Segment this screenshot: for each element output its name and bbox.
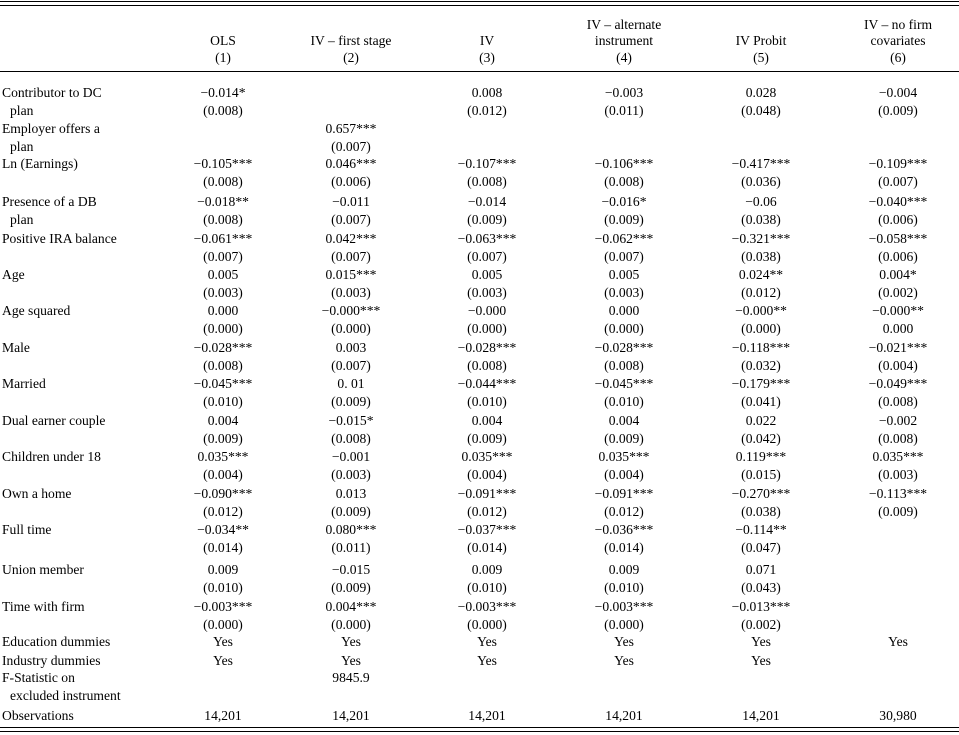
standard-error-cell: (0.009) bbox=[331, 394, 371, 409]
standard-error-cell: (0.008) bbox=[203, 358, 243, 373]
row-label bbox=[2, 339, 30, 357]
standard-error-cell: (0.008) bbox=[604, 358, 644, 373]
coefficient-cell: −0.015 bbox=[331, 562, 371, 577]
coefficient-cell: 0.004 bbox=[608, 413, 640, 428]
row-label-text: excluded instrument bbox=[10, 688, 121, 703]
coefficient-cell: 0.013 bbox=[335, 486, 367, 501]
standard-error-cell: (0.009) bbox=[604, 212, 644, 227]
footer-cell: 14,201 bbox=[468, 708, 506, 723]
row-label-text: Full time bbox=[2, 522, 52, 537]
coefficient-cell: −0.063*** bbox=[457, 231, 517, 246]
row-label-text: Own a home bbox=[2, 486, 72, 501]
coefficient-cell: −0.037*** bbox=[457, 522, 517, 537]
coefficient-cell: −0.004 bbox=[878, 85, 918, 100]
column-header-line: (4) bbox=[616, 49, 632, 65]
coefficient-cell: −0.113*** bbox=[868, 486, 928, 501]
row-label bbox=[2, 211, 33, 229]
coefficient-cell: 0.004*** bbox=[325, 599, 377, 614]
coefficient-cell: −0.091*** bbox=[594, 486, 654, 501]
row-label-text: Positive IRA balance bbox=[2, 231, 117, 246]
bottom-rule-2 bbox=[0, 731, 959, 732]
row-label bbox=[2, 412, 105, 430]
column-header-line: (3) bbox=[479, 49, 495, 65]
row-label bbox=[2, 84, 102, 102]
coefficient-cell: 0.046*** bbox=[325, 156, 377, 171]
standard-error-cell: (0.010) bbox=[467, 580, 507, 595]
row-label-text: Employer offers a bbox=[2, 121, 100, 136]
coefficient-cell: −0.107*** bbox=[457, 156, 517, 171]
row-label-text: Union member bbox=[2, 562, 84, 577]
standard-error-cell: (0.008) bbox=[203, 212, 243, 227]
coefficient-cell: 0.028 bbox=[745, 85, 777, 100]
footer-cell: Yes bbox=[614, 634, 634, 649]
standard-error-cell: (0.004) bbox=[467, 467, 507, 482]
standard-error-cell: (0.008) bbox=[878, 431, 918, 446]
standard-error-cell: (0.007) bbox=[331, 249, 371, 264]
coefficient-cell: −0.000*** bbox=[321, 303, 381, 318]
standard-error-cell: (0.008) bbox=[467, 174, 507, 189]
row-label-text: Married bbox=[2, 376, 46, 391]
coefficient-cell: 0.024** bbox=[738, 267, 784, 282]
coefficient-cell: 0.022 bbox=[745, 413, 777, 428]
row-label-text: plan bbox=[10, 212, 34, 227]
row-label bbox=[2, 266, 25, 284]
coefficient-cell: 0.005 bbox=[608, 267, 640, 282]
standard-error-cell: (0.009) bbox=[467, 431, 507, 446]
column-header bbox=[818, 17, 959, 67]
standard-error-cell: (0.002) bbox=[878, 285, 918, 300]
standard-error-cell: (0.006) bbox=[331, 174, 371, 189]
coefficient-cell: −0.003*** bbox=[193, 599, 253, 614]
row-label bbox=[2, 687, 121, 705]
standard-error-cell: (0.014) bbox=[203, 540, 243, 555]
row-label-text: Contributor to DC bbox=[2, 85, 102, 100]
footer-cell: Yes bbox=[751, 653, 771, 668]
row-label bbox=[2, 302, 70, 320]
column-header bbox=[681, 33, 841, 66]
column-header-line: (1) bbox=[215, 49, 231, 65]
standard-error-cell: (0.000) bbox=[331, 617, 371, 632]
column-header-line: covariates bbox=[870, 33, 926, 48]
footer-cell: Yes bbox=[341, 634, 361, 649]
coefficient-cell: −0.109*** bbox=[868, 156, 928, 171]
column-header-line: IV – first stage bbox=[310, 33, 392, 48]
coefficient-cell: −0.058*** bbox=[868, 231, 928, 246]
row-label bbox=[2, 230, 117, 248]
standard-error-cell: (0.010) bbox=[467, 394, 507, 409]
column-header-line: (6) bbox=[890, 49, 906, 65]
footer-cell: 14,201 bbox=[742, 708, 780, 723]
row-label bbox=[2, 448, 101, 466]
column-header bbox=[407, 33, 567, 66]
standard-error-cell: (0.009) bbox=[604, 431, 644, 446]
footer-cell: Yes bbox=[477, 634, 497, 649]
coefficient-cell: 0.005 bbox=[207, 267, 239, 282]
coefficient-cell: 0.657*** bbox=[325, 121, 377, 136]
coefficient-cell: −0.003*** bbox=[594, 599, 654, 614]
column-header bbox=[544, 17, 704, 67]
coefficient-cell: −0.003*** bbox=[457, 599, 517, 614]
column-header-line: (5) bbox=[753, 49, 769, 65]
standard-error-cell: (0.012) bbox=[203, 504, 243, 519]
standard-error-cell: (0.003) bbox=[604, 285, 644, 300]
standard-error-cell: (0.006) bbox=[878, 249, 918, 264]
standard-error-cell: (0.007) bbox=[467, 249, 507, 264]
standard-error-cell: (0.010) bbox=[604, 580, 644, 595]
row-label bbox=[2, 652, 101, 670]
coefficient-cell: −0.002 bbox=[878, 413, 918, 428]
row-label bbox=[2, 155, 78, 173]
standard-error-cell: (0.041) bbox=[741, 394, 781, 409]
coefficient-cell: 0.035*** bbox=[598, 449, 650, 464]
coefficient-cell: −0.321*** bbox=[731, 231, 791, 246]
footer-cell: 14,201 bbox=[204, 708, 242, 723]
row-label bbox=[2, 598, 85, 616]
standard-error-cell: (0.012) bbox=[741, 285, 781, 300]
standard-error-cell: (0.009) bbox=[467, 212, 507, 227]
standard-error-cell: (0.000) bbox=[203, 321, 243, 336]
coefficient-cell: −0.000** bbox=[735, 303, 787, 318]
footer-cell: Yes bbox=[614, 653, 634, 668]
coefficient-cell: −0.270*** bbox=[731, 486, 791, 501]
coefficient-cell: −0.114** bbox=[735, 522, 787, 537]
coefficient-cell: 0.035*** bbox=[197, 449, 249, 464]
coefficient-cell: 0.003 bbox=[335, 340, 367, 355]
standard-error-cell: (0.004) bbox=[203, 467, 243, 482]
coefficient-cell: −0.034** bbox=[197, 522, 249, 537]
standard-error-cell: (0.007) bbox=[331, 358, 371, 373]
standard-error-cell: (0.014) bbox=[604, 540, 644, 555]
standard-error-cell: (0.048) bbox=[741, 103, 781, 118]
standard-error-cell: (0.043) bbox=[741, 580, 781, 595]
row-label-text: plan bbox=[10, 103, 34, 118]
footer-cell: 14,201 bbox=[605, 708, 643, 723]
standard-error-cell: (0.008) bbox=[203, 174, 243, 189]
row-label-text: Education dummies bbox=[2, 634, 111, 649]
coefficient-cell: −0.105*** bbox=[193, 156, 253, 171]
standard-error-cell: (0.010) bbox=[604, 394, 644, 409]
column-header-line: IV – alternate bbox=[586, 16, 662, 32]
row-label-text: Industry dummies bbox=[2, 653, 101, 668]
coefficient-cell: −0.018** bbox=[197, 194, 249, 209]
standard-error-cell: (0.038) bbox=[741, 504, 781, 519]
standard-error-cell: (0.007) bbox=[604, 249, 644, 264]
header-rule bbox=[0, 71, 959, 72]
standard-error-cell: (0.008) bbox=[878, 394, 918, 409]
coefficient-cell: −0.062*** bbox=[594, 231, 654, 246]
column-header-line: instrument bbox=[594, 33, 654, 48]
standard-error-cell: (0.038) bbox=[741, 249, 781, 264]
coefficient-cell: −0.090*** bbox=[193, 486, 253, 501]
standard-error-cell: (0.003) bbox=[203, 285, 243, 300]
coefficient-cell: 0. 01 bbox=[337, 376, 365, 391]
row-label bbox=[2, 561, 84, 579]
coefficient-cell: −0.049*** bbox=[868, 376, 928, 391]
footer-cell: Yes bbox=[213, 634, 233, 649]
row-label bbox=[2, 521, 51, 539]
coefficient-cell: −0.091*** bbox=[457, 486, 517, 501]
coefficient-cell: −0.06 bbox=[745, 194, 777, 209]
bottom-rule-1 bbox=[0, 727, 959, 728]
column-header-line: IV – no firm bbox=[863, 16, 933, 32]
coefficient-cell: −0.028*** bbox=[457, 340, 517, 355]
standard-error-cell: (0.038) bbox=[741, 212, 781, 227]
row-label-text: Dual earner couple bbox=[2, 413, 106, 428]
standard-error-cell: (0.008) bbox=[331, 431, 371, 446]
coefficient-cell: −0.061*** bbox=[193, 231, 253, 246]
row-label-text: Male bbox=[2, 340, 30, 355]
coefficient-cell: −0.028*** bbox=[193, 340, 253, 355]
standard-error-cell: (0.000) bbox=[467, 617, 507, 632]
standard-error-cell: (0.003) bbox=[331, 285, 371, 300]
standard-error-cell: (0.007) bbox=[203, 249, 243, 264]
coefficient-cell: −0.036*** bbox=[594, 522, 654, 537]
coefficient-cell: 0.000 bbox=[207, 303, 239, 318]
top-rule-2 bbox=[0, 5, 959, 6]
column-header-line: IV bbox=[479, 33, 495, 48]
row-label-text: Children under 18 bbox=[2, 449, 101, 464]
coefficient-cell: 0.035*** bbox=[461, 449, 513, 464]
standard-error-cell: (0.009) bbox=[331, 504, 371, 519]
standard-error-cell: (0.007) bbox=[878, 174, 918, 189]
row-label bbox=[2, 138, 33, 156]
standard-error-cell: (0.009) bbox=[203, 431, 243, 446]
coefficient-cell: −0.015* bbox=[328, 413, 374, 428]
standard-error-cell: (0.003) bbox=[878, 467, 918, 482]
standard-error-cell: (0.007) bbox=[331, 212, 371, 227]
row-label bbox=[2, 669, 75, 687]
coefficient-cell: −0.179*** bbox=[731, 376, 791, 391]
row-label-text: Age bbox=[2, 267, 25, 282]
standard-error-cell: (0.000) bbox=[203, 617, 243, 632]
coefficient-cell: −0.044*** bbox=[457, 376, 517, 391]
footer-cell: 9845.9 bbox=[332, 670, 370, 685]
standard-error-cell: (0.047) bbox=[741, 540, 781, 555]
standard-error-cell: (0.006) bbox=[878, 212, 918, 227]
coefficient-cell: 0.080*** bbox=[325, 522, 377, 537]
coefficient-cell: 0.009 bbox=[207, 562, 239, 577]
coefficient-cell: −0.003 bbox=[604, 85, 644, 100]
coefficient-cell: 0.119*** bbox=[735, 449, 787, 464]
standard-error-cell: (0.008) bbox=[467, 358, 507, 373]
coefficient-cell: 0.035*** bbox=[872, 449, 924, 464]
coefficient-cell: −0.000** bbox=[872, 303, 924, 318]
coefficient-cell: −0.021*** bbox=[868, 340, 928, 355]
row-label-text: Presence of a DB bbox=[2, 194, 97, 209]
coefficient-cell: −0.013*** bbox=[731, 599, 791, 614]
standard-error-cell: (0.009) bbox=[878, 504, 918, 519]
row-label bbox=[2, 375, 46, 393]
coefficient-cell: 0.009 bbox=[608, 562, 640, 577]
standard-error-cell: (0.011) bbox=[331, 540, 371, 555]
column-header-line: (2) bbox=[343, 49, 359, 65]
standard-error-cell: (0.000) bbox=[467, 321, 507, 336]
coefficient-cell: 0.009 bbox=[471, 562, 503, 577]
coefficient-cell: 0.042*** bbox=[325, 231, 377, 246]
standard-error-cell: (0.000) bbox=[741, 321, 781, 336]
standard-error-cell: (0.014) bbox=[467, 540, 507, 555]
coefficient-cell: −0.028*** bbox=[594, 340, 654, 355]
coefficient-cell: 0.005 bbox=[471, 267, 503, 282]
standard-error-cell: (0.036) bbox=[741, 174, 781, 189]
footer-cell: Yes bbox=[213, 653, 233, 668]
standard-error-cell: (0.000) bbox=[604, 617, 644, 632]
top-rule-1 bbox=[0, 1, 959, 2]
row-label bbox=[2, 102, 33, 120]
coefficient-cell: 0.004 bbox=[207, 413, 239, 428]
coefficient-cell: 0.008 bbox=[471, 85, 503, 100]
footer-cell: 30,980 bbox=[879, 708, 917, 723]
standard-error-cell: 0.000 bbox=[882, 321, 914, 336]
coefficient-cell: 0.071 bbox=[745, 562, 777, 577]
standard-error-cell: (0.009) bbox=[878, 103, 918, 118]
coefficient-cell: −0.417*** bbox=[731, 156, 791, 171]
row-label bbox=[2, 707, 74, 725]
standard-error-cell: (0.012) bbox=[467, 103, 507, 118]
coefficient-cell: −0.014 bbox=[467, 194, 507, 209]
standard-error-cell: (0.015) bbox=[741, 467, 781, 482]
standard-error-cell: (0.003) bbox=[331, 467, 371, 482]
coefficient-cell: −0.040*** bbox=[868, 194, 928, 209]
row-label bbox=[2, 485, 71, 503]
coefficient-cell: −0.016* bbox=[601, 194, 647, 209]
standard-error-cell: (0.011) bbox=[604, 103, 644, 118]
coefficient-cell: −0.001 bbox=[331, 449, 371, 464]
standard-error-cell: (0.008) bbox=[203, 103, 243, 118]
footer-cell: Yes bbox=[888, 634, 908, 649]
row-label-text: Age squared bbox=[2, 303, 71, 318]
standard-error-cell: (0.004) bbox=[878, 358, 918, 373]
standard-error-cell: (0.032) bbox=[741, 358, 781, 373]
coefficient-cell: 0.000 bbox=[608, 303, 640, 318]
footer-cell: Yes bbox=[477, 653, 497, 668]
coefficient-cell: 0.015*** bbox=[325, 267, 377, 282]
standard-error-cell: (0.010) bbox=[203, 394, 243, 409]
row-label-text: Observations bbox=[2, 708, 74, 723]
coefficient-cell: −0.045*** bbox=[594, 376, 654, 391]
standard-error-cell: (0.008) bbox=[604, 174, 644, 189]
footer-cell: Yes bbox=[341, 653, 361, 668]
standard-error-cell: (0.004) bbox=[604, 467, 644, 482]
footer-cell: 14,201 bbox=[332, 708, 370, 723]
coefficient-cell: −0.106*** bbox=[594, 156, 654, 171]
row-label-text: Ln (Earnings) bbox=[2, 156, 78, 171]
row-label bbox=[2, 193, 97, 211]
row-label-text: F-Statistic on bbox=[2, 670, 75, 685]
coefficient-cell: 0.004* bbox=[879, 267, 917, 282]
standard-error-cell: (0.012) bbox=[467, 504, 507, 519]
row-label bbox=[2, 120, 100, 138]
coefficient-cell: −0.045*** bbox=[193, 376, 253, 391]
column-header-line: OLS bbox=[210, 33, 236, 48]
row-label-text: plan bbox=[10, 139, 34, 154]
footer-cell: Yes bbox=[751, 634, 771, 649]
standard-error-cell: (0.007) bbox=[331, 139, 371, 154]
standard-error-cell: (0.012) bbox=[604, 504, 644, 519]
standard-error-cell: (0.010) bbox=[203, 580, 243, 595]
standard-error-cell: (0.009) bbox=[331, 580, 371, 595]
standard-error-cell: (0.003) bbox=[467, 285, 507, 300]
standard-error-cell: (0.042) bbox=[741, 431, 781, 446]
coefficient-cell: −0.014* bbox=[200, 85, 246, 100]
column-header-line: IV Probit bbox=[735, 33, 787, 48]
standard-error-cell: (0.002) bbox=[741, 617, 781, 632]
coefficient-cell: −0.000 bbox=[467, 303, 507, 318]
row-label-text: Time with firm bbox=[2, 599, 85, 614]
standard-error-cell: (0.000) bbox=[604, 321, 644, 336]
row-label bbox=[2, 633, 110, 651]
standard-error-cell: (0.000) bbox=[331, 321, 371, 336]
coefficient-cell: −0.118*** bbox=[731, 340, 791, 355]
coefficient-cell: −0.011 bbox=[332, 194, 370, 209]
coefficient-cell: 0.004 bbox=[471, 413, 503, 428]
